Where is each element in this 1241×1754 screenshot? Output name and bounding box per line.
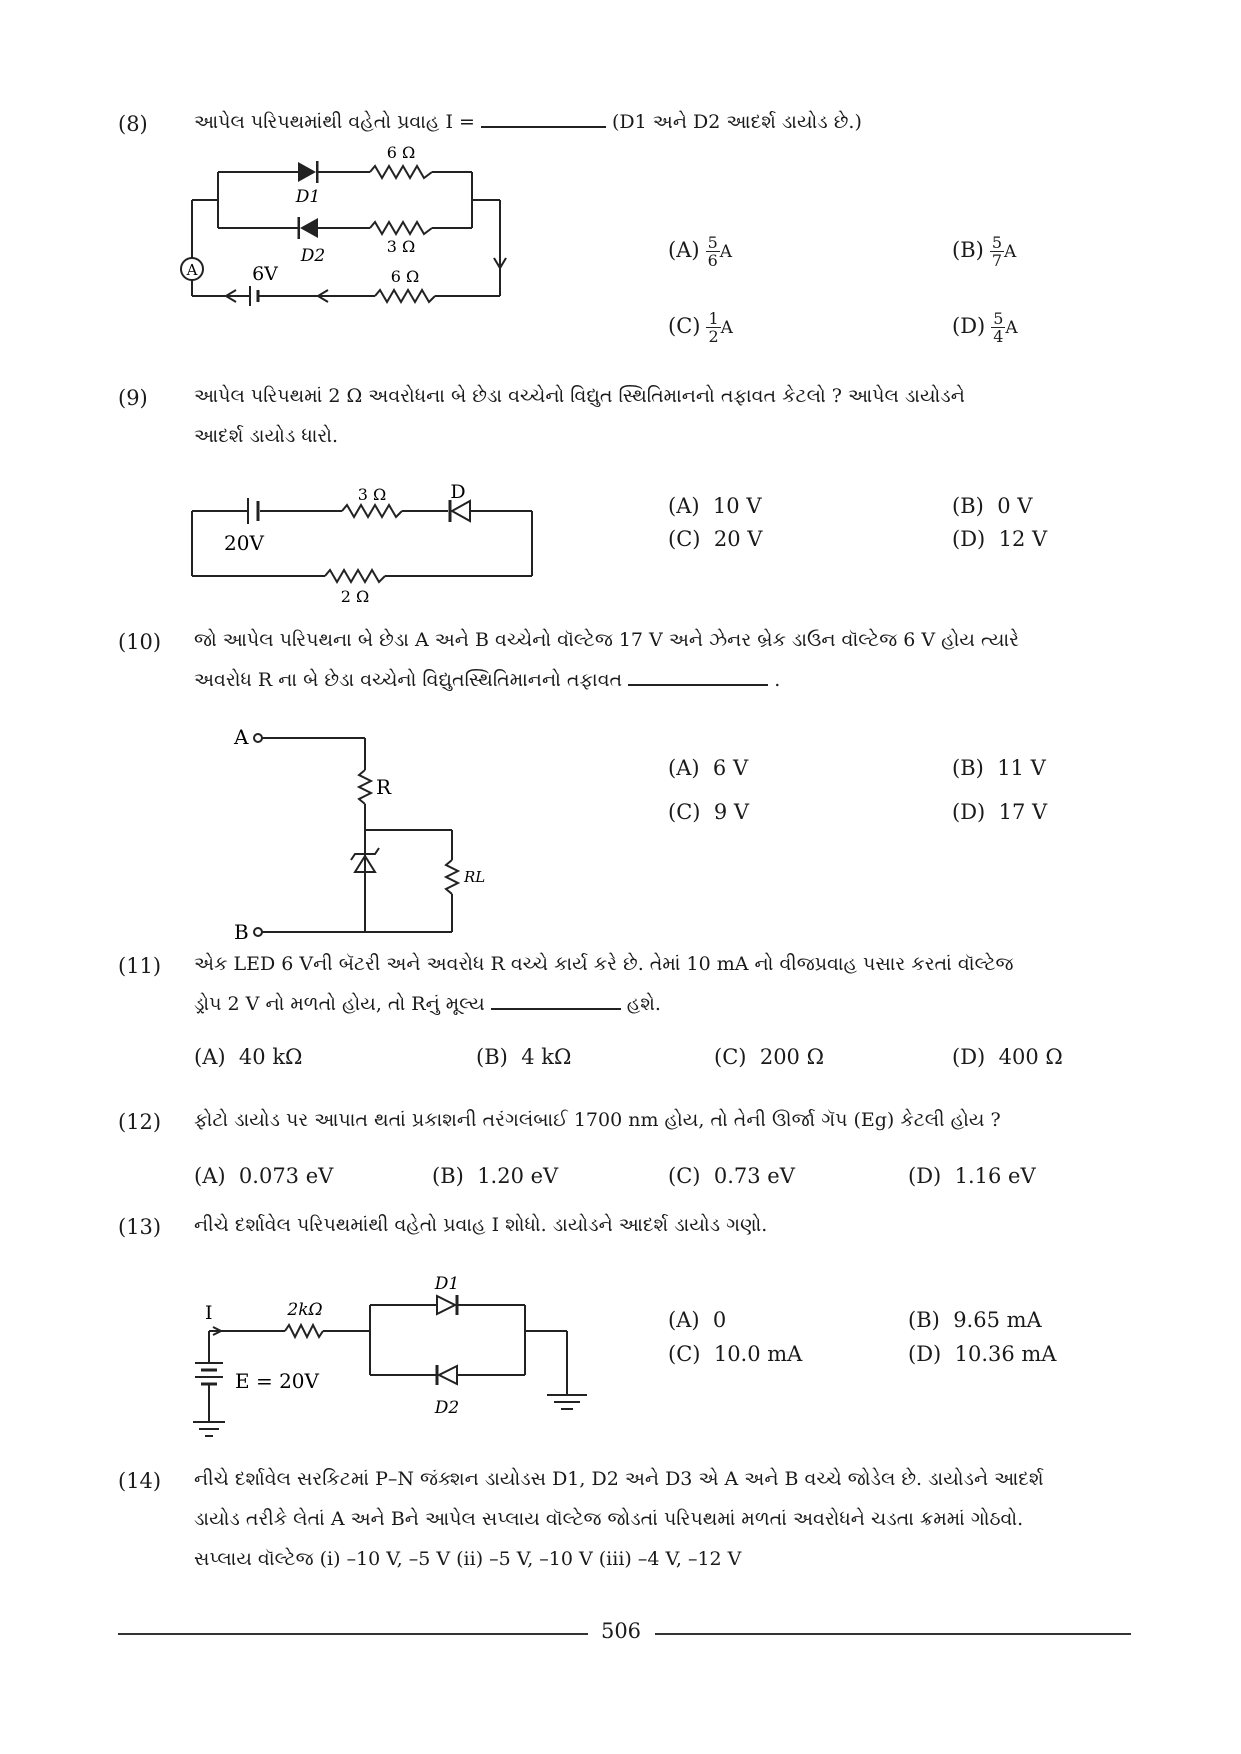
option-c[interactable]: (C) 10.0 mA xyxy=(668,1342,803,1366)
question-number: (13) xyxy=(118,1215,162,1239)
ammeter-label: A xyxy=(186,261,198,279)
circuit-diagram-q13 xyxy=(185,1275,605,1450)
diode-label: D1 xyxy=(434,1275,460,1294)
question-text: નીચે દર્શાવેલ પરિપથમાંથી વહેતો પ્રવાહ I શોધો. ડાયોડને આદર્શ ડાયોડ ગણો. xyxy=(194,1214,768,1236)
option-c[interactable]: (C) 9 V xyxy=(668,800,750,824)
option-b[interactable]: (B) 4 kΩ xyxy=(476,1045,572,1069)
circuit-diagram-q8 xyxy=(170,140,520,315)
option-d[interactable]: (D) 12 V xyxy=(952,527,1048,551)
question-text: જો આપેલ પરિપથના બે છેડા A અને B વચ્ચેનો વૉલ્ટેજ 17 V અને ઝેનર બ્રેક ડાઉન વૉલ્ટેજ 6 V હોય ત્યારે અવરોધ R ના બે છેડા વચ્ચેનો વિદ્યુતસ્થિતિમાનનો તફાવત . xyxy=(194,629,1019,691)
question-text xyxy=(194,102,1129,142)
option-a[interactable]: (A) 0 xyxy=(668,1308,727,1332)
resistor-label: 3 Ω xyxy=(357,485,387,504)
fraction: $\frac{1}{2}$ xyxy=(708,309,719,346)
resistor-label: 6 Ω xyxy=(386,143,416,162)
option-b[interactable]: (B) 0 V xyxy=(952,494,1033,518)
page-number: 506 xyxy=(600,1619,642,1643)
fraction: $\frac{5}{7}$ xyxy=(991,233,1003,270)
terminal-b-label: B xyxy=(234,920,249,944)
option-c[interactable]: (C) 200 Ω xyxy=(714,1045,824,1069)
question-text: ફોટો ડાયોડ પર આપાત થતાં પ્રકાશની તરંગલંબાઈ 1700 nm હોય, તો તેની ઊર્જા ગૅપ (Eg) કેટલી હોય ? xyxy=(194,1109,1001,1131)
diode-label: D xyxy=(450,481,466,503)
circuit-diagram-q10 xyxy=(220,720,500,945)
option-b[interactable]: (B) 11 V xyxy=(952,756,1046,780)
resistor-label: 2kΩ xyxy=(287,1300,323,1320)
battery-label: 20V xyxy=(224,531,264,555)
question-text-before: આપેલ પરિપથમાંથી વહેતો પ્રવાહ I = xyxy=(194,111,481,133)
option-b[interactable]: (B) $\frac{5}{7}$ A xyxy=(952,233,1017,270)
option-d[interactable]: (D) 17 V xyxy=(952,800,1048,824)
option-d[interactable]: (D) $\frac{5}{4}$ A xyxy=(952,309,1018,346)
current-label: I xyxy=(205,1302,213,1324)
answer-blank xyxy=(628,666,768,686)
option-b[interactable]: (B) 1.20 eV xyxy=(432,1164,559,1188)
option-d[interactable]: (D) 10.36 mA xyxy=(908,1342,1057,1366)
question-number: (9) xyxy=(118,386,148,410)
terminal-a-label: A xyxy=(234,725,249,749)
option-a[interactable]: (A) 0.073 eV xyxy=(194,1164,334,1188)
question-number: (12) xyxy=(118,1110,162,1134)
resistor-label: 6 Ω xyxy=(390,267,420,286)
question-number: (8) xyxy=(118,112,148,136)
diode-label: D2 xyxy=(434,1398,460,1418)
footer-rule-left xyxy=(118,1633,588,1635)
option-c[interactable]: (C) $\frac{1}{2}$ A xyxy=(668,309,733,346)
battery-label: 6V xyxy=(252,263,278,285)
question-number: (14) xyxy=(118,1469,162,1493)
circuit-diagram-q9 xyxy=(180,470,540,610)
option-d[interactable]: (D) 1.16 eV xyxy=(908,1164,1036,1188)
question-number: (10) xyxy=(118,630,162,654)
option-a[interactable]: (A) 10 V xyxy=(668,494,762,518)
option-a[interactable]: (A) $\frac{5}{6}$ A xyxy=(668,233,733,270)
resistor-label: 2 Ω xyxy=(340,587,370,606)
resistor-label: R xyxy=(376,775,392,799)
load-resistor-label: RL xyxy=(464,868,486,886)
fraction: $\frac{5}{6}$ xyxy=(707,233,718,270)
question-number: (11) xyxy=(118,954,162,978)
option-c[interactable]: (C) 0.73 eV xyxy=(668,1164,795,1188)
question-text: નીચે દર્શાવેલ સરકિટમાં P–N જંક્શન ડાયોડસ D1, D2 અને D3 એ A અને B વચ્ચે જોડેલ છે. ડાયોડને આદર્શ ડાયોડ તરીકે લેતાં A અને Bને આપેલ સપ્લાય વૉલ્ટેજ જોડતાં પરિપથમાં મળતાં અવરોધને ચડતા ક્રમમાં ગોઠવો. સપ્લાય વૉલ્ટેજ (i) –10 V, –5 V (ii) –5 V, –10 V (iii) –4 V, –12 V xyxy=(194,1468,1044,1570)
answer-blank xyxy=(481,108,606,128)
resistor-label: 3 Ω xyxy=(386,237,416,256)
emf-label: E = 20V xyxy=(235,1369,319,1393)
diode-label: D1 xyxy=(295,187,321,207)
fraction: $\frac{5}{4}$ xyxy=(993,309,1004,346)
option-a[interactable]: (A) 6 V xyxy=(668,756,749,780)
question-text: આપેલ પરિપથમાં 2 Ω અવરોધના બે છેડા વચ્ચેનો વિદ્યુત સ્થિતિમાનનો તફાવત કેટલો ? આપેલ ડાયોડને આદર્શ ડાયોડ ધારો. xyxy=(194,385,965,447)
question-text-after: (D1 અને D2 આદર્શ ડાયોડ છે.) xyxy=(605,111,862,133)
answer-blank xyxy=(491,990,621,1010)
option-d[interactable]: (D) 400 Ω xyxy=(952,1045,1063,1069)
option-a[interactable]: (A) 40 kΩ xyxy=(194,1045,303,1069)
option-b[interactable]: (B) 9.65 mA xyxy=(908,1308,1042,1332)
question-text: એક LED 6 Vની બૅટરી અને અવરોધ R વચ્ચે કાર્ય કરે છે. તેમાં 10 mA નો વીજપ્રવાહ પસાર કરતાં વૉલ્ટેજ ડ્રોપ 2 V નો મળતો હોય, તો Rનું મૂલ્ય હશે. xyxy=(194,953,1014,1015)
footer-rule-right xyxy=(655,1633,1131,1635)
option-c[interactable]: (C) 20 V xyxy=(668,527,763,551)
diode-label: D2 xyxy=(300,246,326,266)
